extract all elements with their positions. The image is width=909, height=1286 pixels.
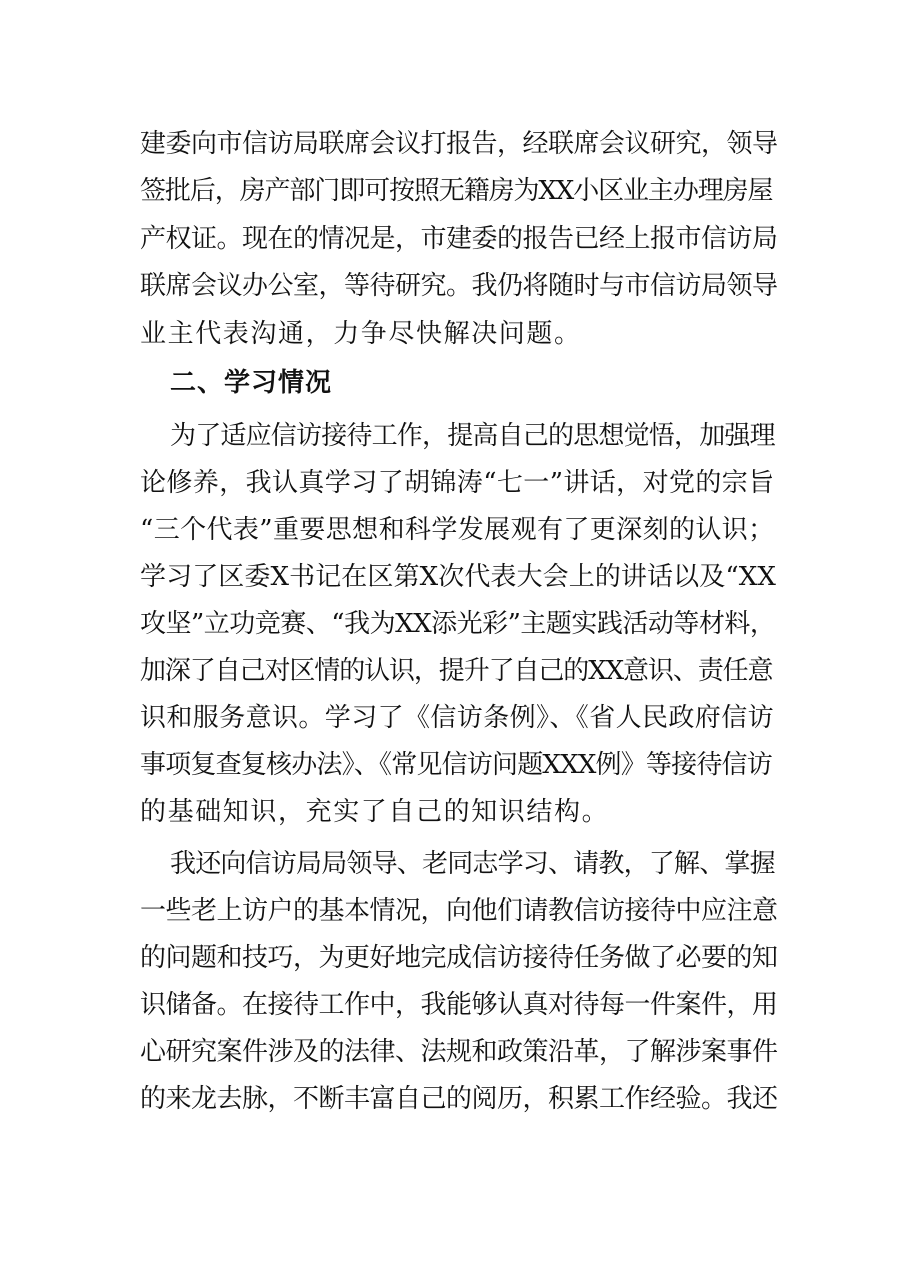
text-line: “三个代表”重要思想和科学发展观有了更深刻的认识；: [140, 515, 775, 545]
text-line: 的基础知识，充实了自己的知识结构。: [140, 797, 610, 827]
text-line: 联席会议办公室，等待研究。我仍将随时与市信访局领导: [140, 271, 778, 301]
text-line: 攻坚”立功竞赛、“我为XX添光彩”主题实践活动等材料，: [140, 609, 776, 639]
text-line: 事项复查复核办法》、《常见信访问题XXX例》等接待信访: [140, 750, 772, 780]
text-line: 识和服务意识。学习了《信访条例》、《省人民政府信访: [140, 703, 775, 733]
text-line: 论修养，我认真学习了胡锦涛“七一”讲话，对党的宗旨: [140, 468, 775, 498]
text-line: 产权证。现在的情况是，市建委的报告已经上报市信访局: [140, 224, 778, 254]
text-line: 一些老上访户的基本情况，向他们请教信访接待中应注意: [140, 896, 778, 926]
text-line: 为了适应信访接待工作，提高自己的思想觉悟，加强理: [170, 421, 775, 451]
text-line: 业主代表沟通，力争尽快解决问题。: [140, 319, 582, 349]
text-line: 心研究案件涉及的法律、法规和政策沿革，了解涉案事件: [140, 1037, 778, 1067]
text-line: 学习了区委X书记在区第X次代表大会上的讲话以及“XX: [140, 562, 776, 592]
text-line: 签批后，房产部门即可按照无籍房为XX小区业主办理房屋: [140, 176, 773, 206]
text-line: 加深了自己对区情的认识，提升了自己的XX意识、责任意: [140, 656, 773, 686]
section-heading: 二、学习情况: [170, 368, 333, 398]
text-line: 建委向市信访局联席会议打报告，经联席会议研究，领导: [140, 129, 778, 159]
text-line: 我还向信访局局领导、老同志学习、请教，了解、掌握: [170, 849, 775, 879]
text-line: 识储备。在接待工作中，我能够认真对待每一件案件，用: [140, 990, 778, 1020]
text-line: 的来龙去脉，不断丰富自己的阅历，积累工作经验。我还: [140, 1084, 778, 1114]
text-line: 的问题和技巧，为更好地完成信访接待任务做了必要的知: [140, 943, 778, 973]
